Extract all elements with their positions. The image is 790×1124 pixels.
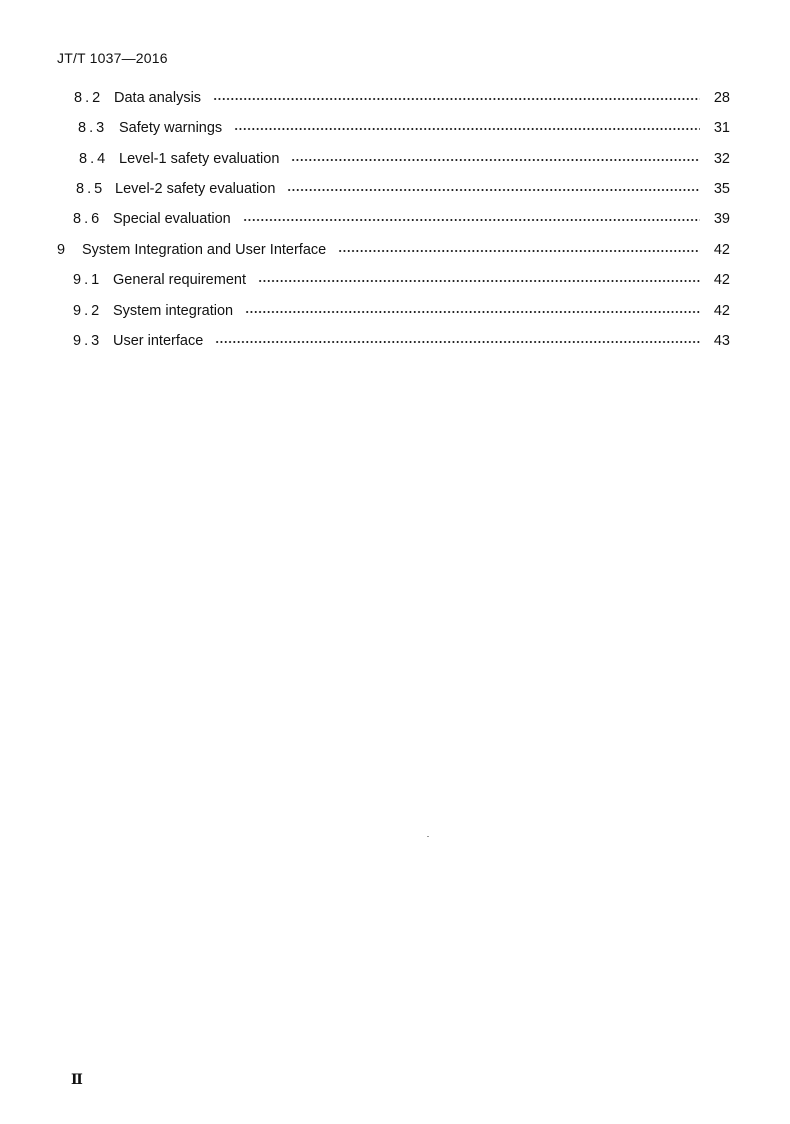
toc-entry-number: 8.4 bbox=[79, 151, 109, 167]
toc-entry-page: 42 bbox=[713, 242, 730, 258]
toc-entry[interactable] bbox=[73, 268, 730, 292]
toc-entry-page: 35 bbox=[713, 181, 730, 197]
toc-entry-title: User interface bbox=[113, 333, 204, 349]
toc-leader-dots bbox=[213, 98, 700, 100]
toc-entry-page: 43 bbox=[713, 333, 730, 349]
toc-entry-number: 9.1 bbox=[73, 272, 103, 288]
toc-entry[interactable] bbox=[78, 116, 730, 140]
document-code-header: JT/T 1037—2016 bbox=[57, 50, 168, 66]
toc-entry-page: 42 bbox=[713, 272, 730, 288]
toc-entry-title: General requirement bbox=[113, 272, 246, 288]
scan-speck bbox=[427, 836, 429, 837]
toc-entry[interactable] bbox=[74, 86, 730, 110]
toc-entry-title: Level-2 safety evaluation bbox=[115, 181, 276, 197]
page-number: Ⅱ bbox=[71, 1073, 83, 1088]
toc-leader-dots bbox=[338, 250, 700, 252]
toc-leader-dots bbox=[234, 128, 700, 130]
toc-entry-title: Level-1 safety evaluation bbox=[119, 151, 280, 167]
toc-entry-number: 9.3 bbox=[73, 333, 103, 349]
toc-leader-dots bbox=[287, 189, 700, 191]
toc-entry-number: 9 bbox=[57, 242, 69, 258]
toc-entry-number: 8.5 bbox=[76, 181, 106, 197]
toc-entry[interactable] bbox=[79, 147, 730, 171]
toc-entry-page: 32 bbox=[713, 151, 730, 167]
toc-entry-number: 9.2 bbox=[73, 303, 103, 319]
toc-leader-dots bbox=[291, 159, 700, 161]
toc-entry[interactable] bbox=[73, 207, 730, 231]
toc-entry-number: 8.6 bbox=[73, 211, 103, 227]
toc-entry-page: 42 bbox=[713, 303, 730, 319]
toc-entry[interactable] bbox=[73, 329, 730, 353]
toc-entry-number: 8.3 bbox=[78, 120, 108, 136]
toc-entry-title: Special evaluation bbox=[113, 211, 231, 227]
toc-entry-page: 31 bbox=[713, 120, 730, 136]
toc-entry[interactable] bbox=[57, 238, 730, 262]
toc-entry-title: System Integration and User Interface bbox=[82, 242, 327, 258]
toc-entry[interactable] bbox=[76, 177, 730, 201]
toc-leader-dots bbox=[243, 219, 700, 221]
toc-entry-title: Data analysis bbox=[114, 90, 202, 106]
toc-leader-dots bbox=[258, 280, 700, 282]
toc-entry-title: Safety warnings bbox=[119, 120, 223, 136]
toc-entry-title: System integration bbox=[113, 303, 234, 319]
toc-entry-number: 8.2 bbox=[74, 90, 104, 106]
toc-leader-dots bbox=[245, 311, 700, 313]
toc-entry-page: 39 bbox=[713, 211, 730, 227]
toc-entry[interactable] bbox=[73, 299, 730, 323]
toc-leader-dots bbox=[215, 341, 700, 343]
toc-entry-page: 28 bbox=[713, 90, 730, 106]
